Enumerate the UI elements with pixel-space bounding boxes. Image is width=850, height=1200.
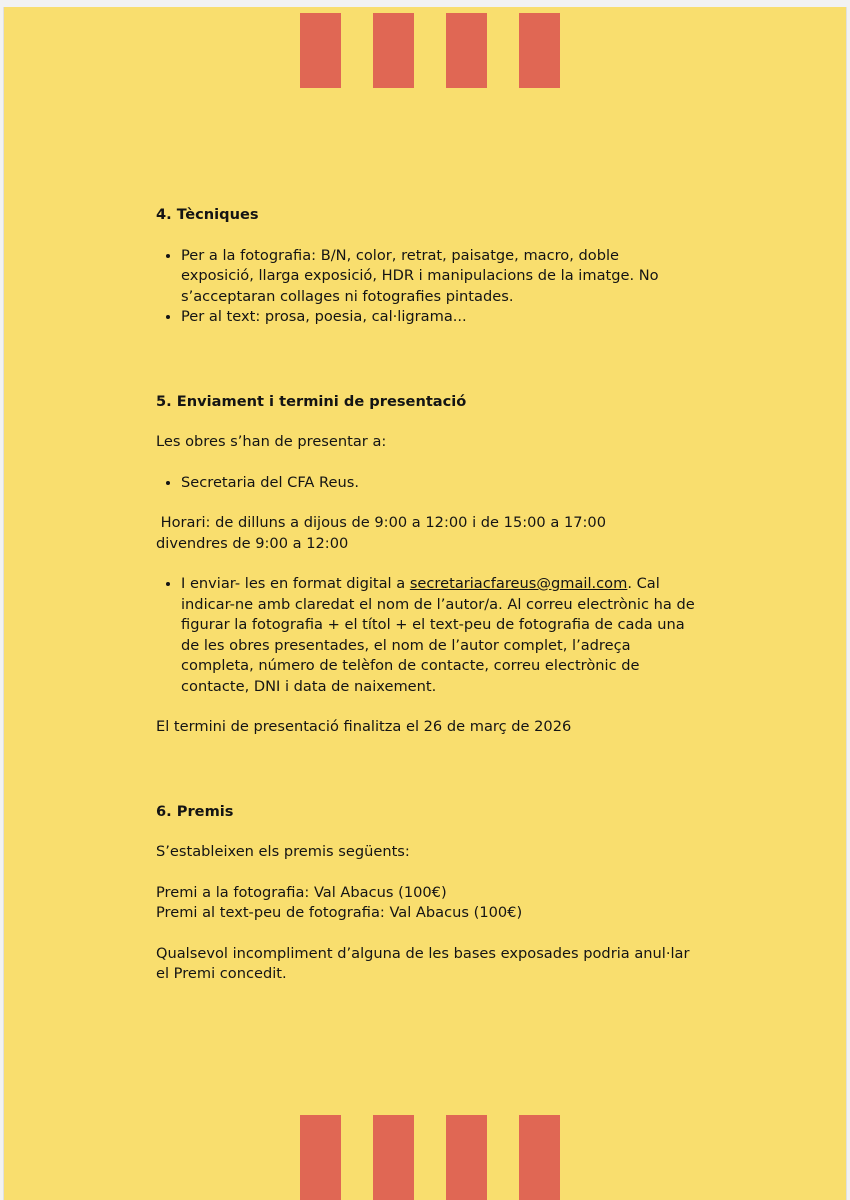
digital-submission-list [156,574,696,697]
top-decorative-stripes [300,13,570,88]
section-6-heading: 6. Premis [156,802,234,820]
prize-text: Premi al text-peu de fotografia: Val Abacus (100€) [156,904,523,921]
techniques-text-item: • Per al text: prosa, poesia, cal·ligrama... [181,307,696,328]
digital-submission-text-start: I enviar- les en format digital a [181,575,410,592]
opening-hours-weekdays: Horari: de dilluns a dijous de 9:00 a 12:00 i de 15:00 a 17:00 [156,514,606,531]
document-body [156,197,696,985]
decorative-stripe [300,1115,341,1200]
digital-submission-text-end: . Cal indicar-ne amb claredat el nom de l’autor/a. Al correu electrònic ha de figurar la fotografia + el títol + el text-peu de fotografia de cada una de les obres presentades, el nom de l’autor complet, l’adreça completa, número de telèfon de contacte, correu electrònic de contacte, DNI i data de naixement. [181,575,695,695]
decorative-stripe [446,1115,487,1200]
prize-disclaimer: Qualsevol incompliment d’alguna de les bases exposades podria anul·lar el Premi concedit. [156,944,690,982]
decorative-stripe [519,13,560,88]
decorative-stripe [373,1115,414,1200]
techniques-photo-item: • Per a la fotografia: B/N, color, retrat, paisatge, macro, doble exposició, llarga exposició, HDR i manipulacions de la imatge. No s’acceptaran collages ni fotografies pintades. [181,246,696,308]
prizes-intro: S’estableixen els premis següents: [156,843,410,860]
bottom-decorative-stripes [300,1115,570,1200]
section-4-bullet-list [156,246,696,328]
section-5-heading: 5. Enviament i termini de presentació [156,392,467,410]
decorative-stripe [446,13,487,88]
prize-photo: Premi a la fotografia: Val Abacus (100€) [156,883,447,901]
email-link[interactable]: secretariacfareus@gmail.com [409,575,628,592]
submission-intro: Les obres s’han de presentar a: [156,433,387,450]
digital-submission-item [181,574,696,697]
submission-location-item: • Secretaria del CFA Reus. [181,473,696,494]
submission-location-list [156,473,696,494]
opening-hours-friday: divendres de 9:00 a 12:00 [156,534,349,552]
decorative-stripe [519,1115,560,1200]
decorative-stripe [300,13,341,88]
submission-deadline: El termini de presentació finalitza el 26 de març de 2026 [156,718,572,735]
section-4-heading: 4. Tècniques [156,206,259,223]
document-page [3,7,847,1200]
decorative-stripe [373,13,414,88]
